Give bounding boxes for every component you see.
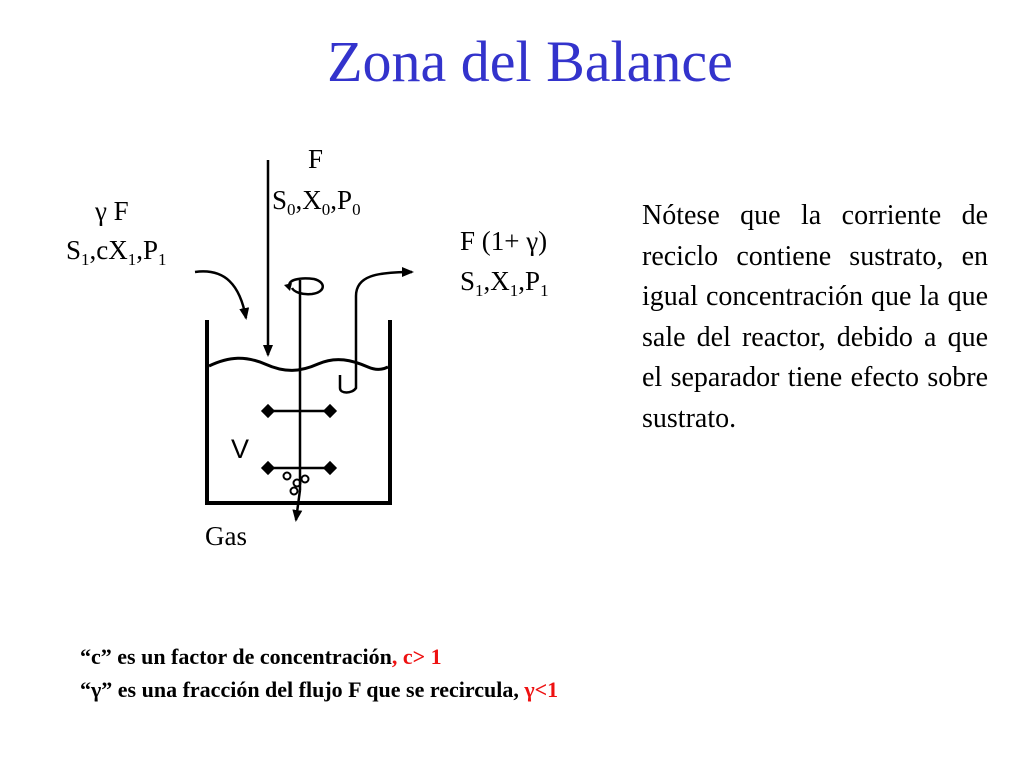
footnotes xyxy=(80,640,558,706)
gas-bubble xyxy=(291,488,298,495)
footnote-c-highlight: , c> 1 xyxy=(391,644,442,669)
footnote-gamma xyxy=(80,673,558,706)
explanatory-note: Nótese que la corriente de reciclo contiene sustrato, en igual concentración que la que sale del reactor, debido a que el separador tiene efecto sobre sustrato. xyxy=(642,200,988,434)
liquid-surface xyxy=(209,358,388,370)
volume-label: V xyxy=(231,434,250,464)
recycle-composition-label: $S_1,cX_1,P_1$ xyxy=(66,235,167,269)
footnote-c-text: “c” es un factor de concentración xyxy=(80,644,392,669)
page-title: Zona del Balance xyxy=(327,29,733,94)
feed-composition-label: $S_0,X_0,P_0$ xyxy=(272,185,361,219)
recycle-arrow xyxy=(195,271,246,318)
gas-bubble xyxy=(284,473,291,480)
footnote-c xyxy=(80,640,558,673)
rotation-icon xyxy=(289,278,322,294)
outlet-tube xyxy=(340,272,412,393)
footnote-gamma-text: “γ” es una fracción del flujo F que se recircula, xyxy=(80,677,525,702)
footnote-gamma-highlight: γ<1 xyxy=(524,677,559,702)
outlet-composition-label: $S_1,X_1,P_1$ xyxy=(460,266,549,300)
gas-label: Gas xyxy=(205,521,247,551)
recycle-flow-label: γ F xyxy=(95,196,129,226)
gas-bubble xyxy=(302,476,309,483)
feed-flow-label: F xyxy=(308,144,324,174)
outlet-flow-label: F (1+ γ) xyxy=(460,226,548,256)
